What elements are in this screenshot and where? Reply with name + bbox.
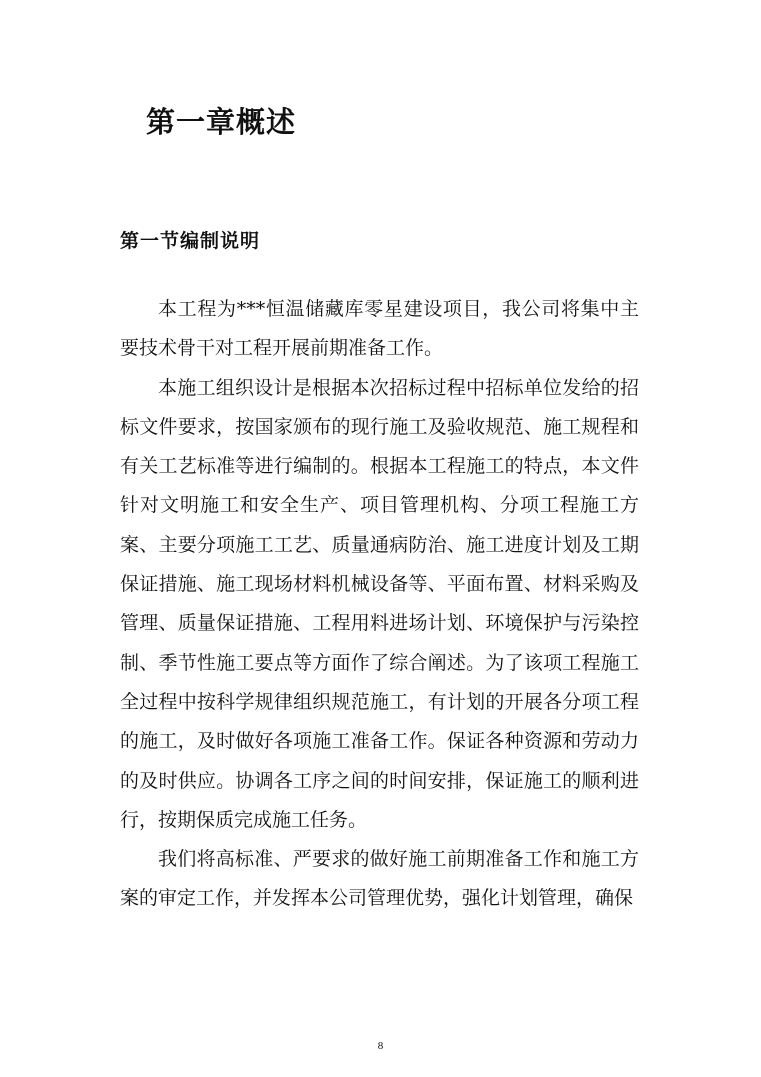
paragraph: 我们将高标准、严要求的做好施工前期准备工作和施工方案的审定工作，并发挥本公司管理优势，强化计划管理，确保 <box>120 848 639 910</box>
paragraph: 本施工组织设计是根据本次招标过程中招标单位发给的招标文件要求，按国家颁布的现行施工及验收规范、施工规程和有关工艺标准等进行编制的。根据本工程施工的特点，本文件针对文明施工和安全生产、项目管理机构、分项工程施工方案、主要分项施工工艺、质量通病防治、施工进度计划及工期保证措施、施工现场材料机械设备等、平面布置、材料采购及管理、质量保证措施、工程用料进场计划、环境保护与污染控制、季节性施工要点等方面作了综合阐述。为了该项工程施工全过程中按科学规律组织规范施工，有计划的开展各分项工程的施工，及时做好各项施工准备工作。保证各种资源和劳动力的及时供应。协调各工序之间的时间安排，保证施工的顺利进行，按期保质完成施工任务。 <box>120 376 639 831</box>
chapter-title: 第一章概述 <box>146 105 297 139</box>
page-number: 8 <box>377 1040 384 1052</box>
paragraph: 本工程为***恒温储藏库零星建设项目，我公司将集中主要技术骨干对工程开展前期准备工作。 <box>120 298 639 360</box>
body-text <box>120 290 639 919</box>
section-title: 第一节编制说明 <box>120 230 261 252</box>
